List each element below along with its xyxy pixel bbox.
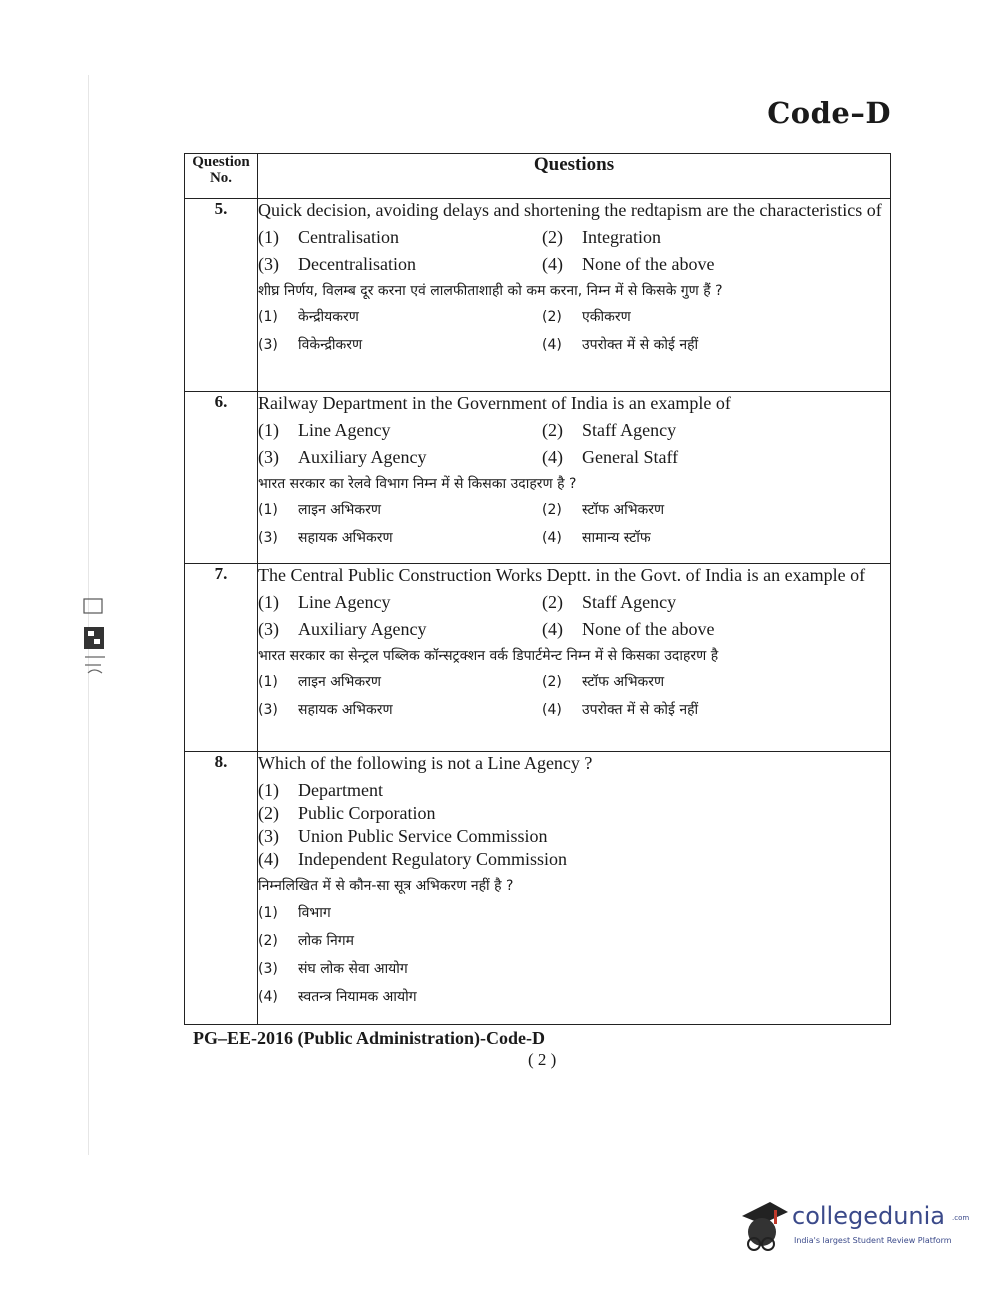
- option-number: (3): [258, 826, 279, 846]
- option-number: (1): [258, 780, 279, 800]
- option-item: [258, 848, 890, 871]
- question-number: 7.: [185, 564, 258, 752]
- option-number: (1): [258, 227, 279, 247]
- option-text: स्वतन्त्र नियामक आयोग: [298, 989, 417, 1005]
- option-number: (3): [258, 702, 278, 718]
- question-content: [258, 564, 891, 752]
- paper-code-title: Code–D: [767, 96, 891, 130]
- scan-artifact-mark: [80, 595, 116, 685]
- watermark-brand: collegedunia: [792, 1202, 946, 1230]
- option-item: [258, 499, 542, 522]
- option-text: General Staff: [582, 447, 679, 467]
- option-number: (1): [258, 420, 279, 440]
- column-header-questions: Questions: [258, 154, 891, 199]
- question-text-english: Which of the following is not a Line Agency ?: [258, 753, 593, 773]
- option-text: Union Public Service Commission: [298, 826, 548, 846]
- option-number: (2): [542, 674, 562, 690]
- option-number: (2): [542, 309, 562, 325]
- option-number: (1): [258, 502, 278, 518]
- option-number: (2): [542, 227, 563, 247]
- option-text: Auxiliary Agency: [298, 619, 427, 639]
- option-number: (4): [258, 849, 279, 869]
- question-text-english: Quick decision, avoiding delays and shortening the redtapism are the characteristics of: [258, 200, 882, 220]
- options-hindi: [258, 671, 890, 722]
- question-content: [258, 392, 891, 564]
- collegedunia-watermark: [736, 1196, 970, 1266]
- option-number: (4): [542, 702, 562, 718]
- option-item: [542, 306, 890, 329]
- options-hindi: [258, 306, 890, 357]
- option-number: (2): [542, 592, 563, 612]
- question-row: [185, 199, 891, 392]
- option-item: [542, 334, 890, 357]
- option-text: सहायक अभिकरण: [298, 530, 393, 546]
- option-text: Integration: [582, 227, 661, 247]
- question-number: 6.: [185, 392, 258, 564]
- option-item: [258, 334, 542, 357]
- option-item: [258, 901, 890, 925]
- option-number: (4): [542, 447, 563, 467]
- watermark-tagline: India's largest Student Review Platform: [794, 1236, 952, 1245]
- option-text: Line Agency: [298, 592, 391, 612]
- option-text: स्टॉफ अभिकरण: [582, 674, 665, 690]
- option-item: [258, 446, 542, 469]
- option-number: (3): [258, 254, 279, 274]
- option-item: [542, 226, 890, 249]
- footer-title: PG–EE-2016 (Public Administration)-Code-D: [193, 1028, 546, 1048]
- question-content: [258, 199, 891, 392]
- option-text: Department: [298, 780, 383, 800]
- page-number: ( 2 ): [528, 1050, 557, 1069]
- option-item: [542, 671, 890, 694]
- option-item: [542, 499, 890, 522]
- options-hindi: [258, 901, 890, 1009]
- option-number: (3): [258, 961, 278, 977]
- options-english: [258, 779, 890, 871]
- option-number: (3): [258, 447, 279, 467]
- option-text: लोक निगम: [298, 933, 354, 949]
- option-item: [542, 253, 890, 276]
- option-number: (3): [258, 530, 278, 546]
- options-english: [258, 591, 890, 641]
- option-text: Independent Regulatory Commission: [298, 849, 567, 869]
- watermark-suffix: .com: [952, 1214, 970, 1222]
- option-text: केन्द्रीयकरण: [298, 309, 359, 325]
- option-item: [542, 618, 890, 641]
- question-text-hindi: शीघ्र निर्णय, विलम्ब दूर करना एवं लालफीताशाही को कम करना, निम्न में से किसके गुण हैं ?: [258, 283, 723, 299]
- option-item: [258, 985, 890, 1009]
- option-text: लाइन अभिकरण: [298, 502, 381, 518]
- option-item: [258, 779, 890, 802]
- option-text: सामान्य स्टॉफ: [582, 530, 651, 546]
- question-text-hindi: भारत सरकार का सेन्ट्रल पब्लिक कॉन्सट्रक्शन वर्क डिपार्टमेन्ट निम्न में से किसका उदाहरण है: [258, 648, 719, 664]
- option-item: [258, 671, 542, 694]
- option-text: None of the above: [582, 254, 715, 274]
- option-text: Staff Agency: [582, 420, 677, 440]
- option-number: (1): [258, 674, 278, 690]
- option-text: Decentralisation: [298, 254, 416, 274]
- mascot-logo-icon: [736, 1196, 792, 1256]
- option-item: [258, 419, 542, 442]
- option-item: [542, 527, 890, 550]
- column-header-question-no: Question No.: [185, 154, 258, 199]
- option-number: (4): [542, 337, 562, 353]
- option-number: (2): [542, 502, 562, 518]
- options-hindi: [258, 499, 890, 550]
- option-item: [258, 591, 542, 614]
- option-item: [258, 802, 890, 825]
- option-text: Line Agency: [298, 420, 391, 440]
- option-number: (1): [258, 592, 279, 612]
- option-text: Staff Agency: [582, 592, 677, 612]
- option-item: [542, 591, 890, 614]
- option-number: (2): [258, 803, 279, 823]
- question-number: 5.: [185, 199, 258, 392]
- option-text: उपरोक्त में से कोई नहीं: [582, 337, 699, 353]
- question-text-hindi: भारत सरकार का रेलवे विभाग निम्न में से किसका उदाहरण है ?: [258, 476, 577, 492]
- option-text: Centralisation: [298, 227, 399, 247]
- option-item: [542, 699, 890, 722]
- option-number: (4): [258, 989, 278, 1005]
- option-text: संघ लोक सेवा आयोग: [298, 961, 408, 977]
- question-text-hindi: निम्नलिखित में से कौन-सा सूत्र अभिकरण नहीं है ?: [258, 878, 514, 894]
- option-text: सहायक अभिकरण: [298, 702, 393, 718]
- option-item: [258, 226, 542, 249]
- question-row: [185, 564, 891, 752]
- question-content: [258, 752, 891, 1025]
- option-text: None of the above: [582, 619, 715, 639]
- option-item: [542, 446, 890, 469]
- option-number: (2): [258, 933, 278, 949]
- option-text: उपरोक्त में से कोई नहीं: [582, 702, 699, 718]
- option-text: Public Corporation: [298, 803, 436, 823]
- question-number: 8.: [185, 752, 258, 1025]
- option-text: Auxiliary Agency: [298, 447, 427, 467]
- option-item: [258, 699, 542, 722]
- option-item: [258, 929, 890, 953]
- option-text: एकीकरण: [582, 309, 631, 325]
- options-english: [258, 226, 890, 276]
- option-text: विकेन्द्रीकरण: [298, 337, 363, 353]
- option-number: (4): [542, 619, 563, 639]
- questions-body: [185, 199, 891, 1025]
- questions-table: [184, 153, 891, 1025]
- option-item: [258, 618, 542, 641]
- option-item: [258, 253, 542, 276]
- option-item: [258, 825, 890, 848]
- option-text: विभाग: [298, 905, 331, 921]
- question-row: [185, 752, 891, 1025]
- option-number: (2): [542, 420, 563, 440]
- option-item: [542, 419, 890, 442]
- option-text: स्टॉफ अभिकरण: [582, 502, 665, 518]
- option-number: (4): [542, 254, 563, 274]
- option-number: (4): [542, 530, 562, 546]
- option-number: (1): [258, 309, 278, 325]
- option-number: (3): [258, 619, 279, 639]
- option-number: (3): [258, 337, 278, 353]
- question-text-english: The Central Public Construction Works Deptt. in the Govt. of India is an example of: [258, 565, 866, 585]
- option-text: लाइन अभिकरण: [298, 674, 381, 690]
- option-item: [258, 527, 542, 550]
- option-item: [258, 306, 542, 329]
- question-row: [185, 392, 891, 564]
- options-english: [258, 419, 890, 469]
- option-item: [258, 957, 890, 981]
- option-number: (1): [258, 905, 278, 921]
- question-text-english: Railway Department in the Government of India is an example of: [258, 393, 731, 413]
